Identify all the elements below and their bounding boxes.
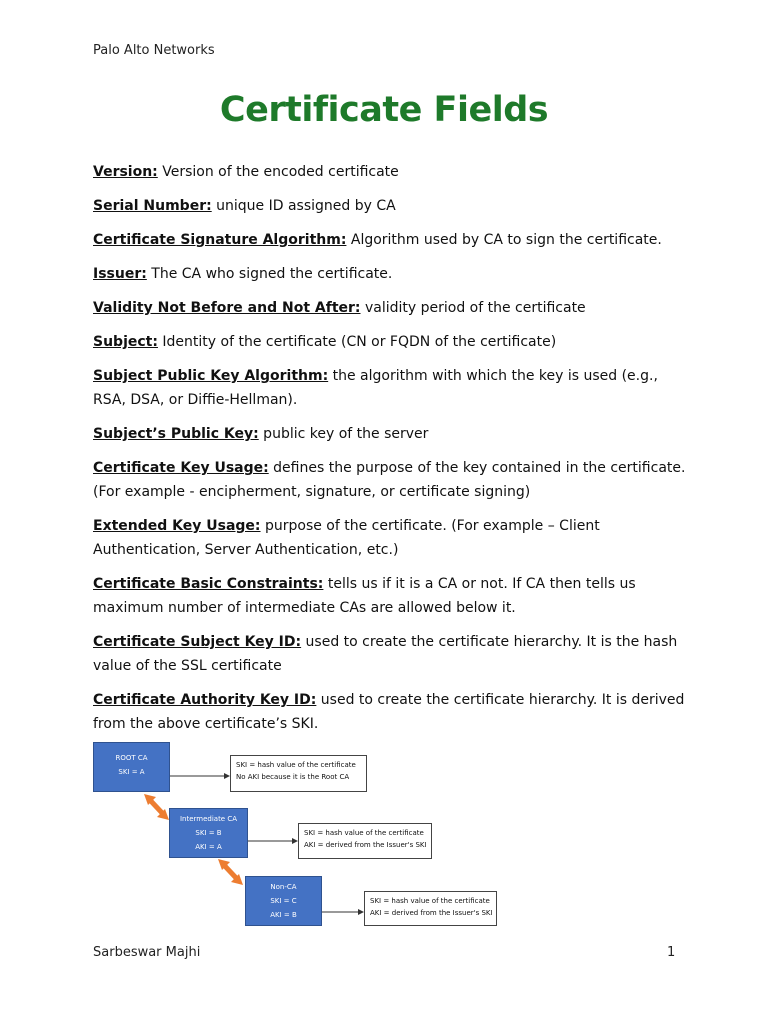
- non-ca-ski: SKI = C: [270, 897, 297, 905]
- field-desc: purpose of the certificate. (For example – Client Authentication, Server Authentication, etc.): [93, 518, 600, 558]
- field-desc: public key of the server: [258, 426, 429, 442]
- field-desc: the algorithm with which the key is used (e.g., RSA, DSA, or Diffie-Hellman).: [93, 368, 658, 408]
- page-title: Certificate Fields: [219, 90, 549, 130]
- field-desc: Version of the encoded certificate: [157, 164, 399, 180]
- root-ca-ski: SKI = A: [118, 768, 145, 776]
- footer-author: Sarbeswar Majhi: [93, 945, 201, 960]
- non-ca-aki: AKI = B: [270, 911, 297, 919]
- field-desc: unique ID assigned by CA: [211, 198, 396, 214]
- intermediate-ca-aki: AKI = A: [195, 843, 222, 851]
- field-desc: used to create the certificate hierarchy. It is the hash value of the SSL certificate: [93, 634, 678, 674]
- non-ca-label: Non-CA: [270, 883, 297, 891]
- field-term: Certificate Basic Constraints:: [93, 576, 324, 592]
- non-ca-note: [364, 891, 497, 926]
- field-desc: The CA who signed the certificate.: [146, 266, 393, 282]
- non-ca-note-aki: AKI = derived from the Issuer's SKI: [370, 909, 493, 917]
- field-desc: Algorithm used by CA to sign the certificate.: [346, 232, 662, 248]
- field-desc: used to create the certificate hierarchy. It is derived from the above certificate’s SKI.: [93, 692, 685, 732]
- field-desc: Identity of the certificate (CN or FQDN of the certificate): [157, 334, 557, 350]
- field-desc: validity period of the certificate: [360, 300, 586, 316]
- intermediate-ca-note: [298, 823, 432, 859]
- root-ca-box: [93, 742, 170, 792]
- non-ca-note-ski: SKI = hash value of the certificate: [370, 897, 490, 905]
- intermediate-ca-label: Intermediate CA: [179, 815, 238, 823]
- field-term: Version:: [93, 164, 158, 180]
- field-term: Extended Key Usage:: [93, 518, 261, 534]
- double-arrow-root-intermediate: [144, 794, 169, 820]
- field-term: Validity Not Before and Not After:: [93, 300, 361, 316]
- field-term: Certificate Key Usage:: [93, 460, 269, 476]
- footer-page-number: 1: [667, 945, 676, 960]
- intermediate-ca-box: [169, 808, 248, 858]
- root-ca-note-ski: SKI = hash value of the certificate: [236, 761, 356, 769]
- header-org: Palo Alto Networks: [93, 43, 215, 58]
- field-term: Issuer:: [93, 266, 147, 282]
- intermediate-ca-note-aki: AKI = derived from the Issuer's SKI: [304, 841, 427, 849]
- non-ca-box: [245, 876, 322, 926]
- field-term: Subject’s Public Key:: [93, 426, 259, 442]
- field-term: Subject Public Key Algorithm:: [93, 368, 329, 384]
- field-term: Serial Number:: [93, 198, 212, 214]
- intermediate-ca-note-ski: SKI = hash value of the certificate: [304, 829, 424, 837]
- intermediate-ca-ski: SKI = B: [195, 829, 222, 837]
- field-desc: defines the purpose of the key contained in the certificate. (For example - encipherment, signature, or certificate signing): [93, 460, 686, 500]
- root-ca-label: ROOT CA: [115, 754, 148, 762]
- field-term: Certificate Subject Key ID:: [93, 634, 302, 650]
- field-term: Subject:: [93, 334, 158, 350]
- double-arrow-intermediate-nonca: [218, 859, 243, 885]
- field-desc: tells us if it is a CA or not. If CA then tells us maximum number of intermediate CAs are allowed below it.: [93, 576, 636, 616]
- field-term: Certificate Signature Algorithm:: [93, 232, 347, 248]
- field-term: Certificate Authority Key ID:: [93, 692, 317, 708]
- root-ca-note-aki: No AKI because it is the Root CA: [236, 773, 350, 781]
- root-ca-note: [230, 755, 367, 792]
